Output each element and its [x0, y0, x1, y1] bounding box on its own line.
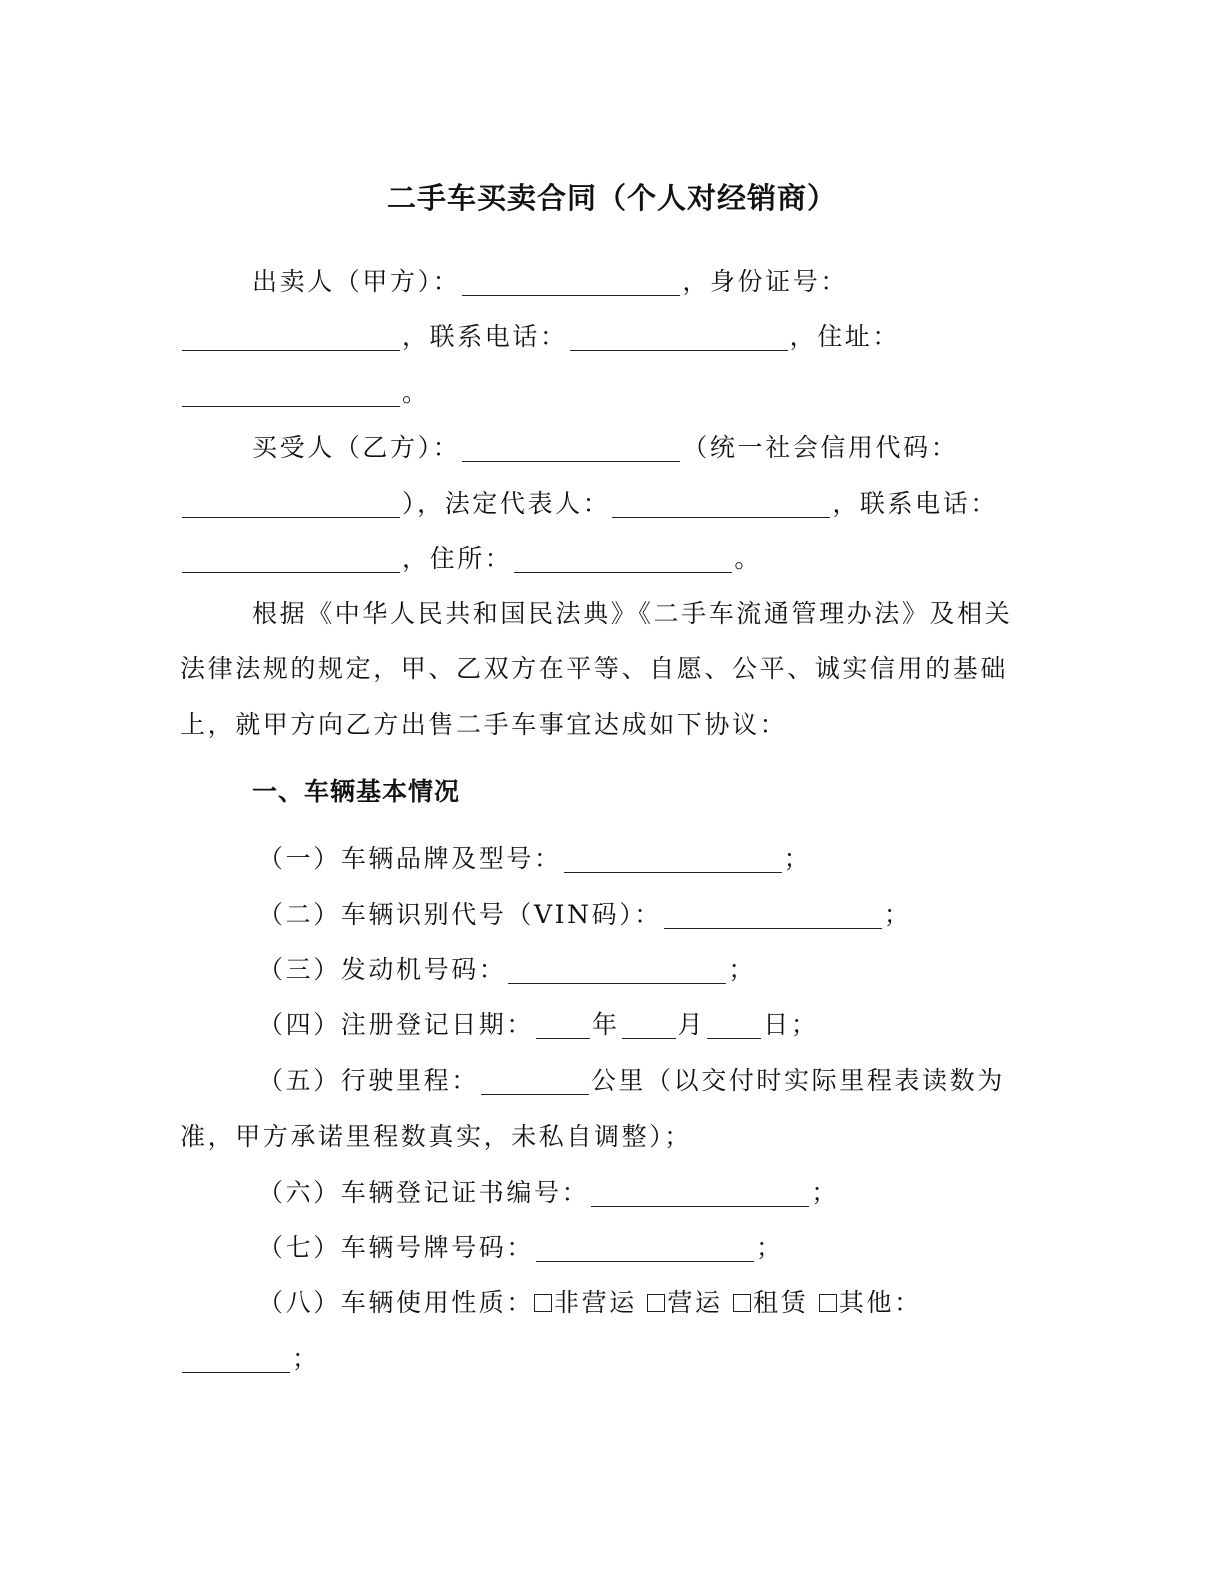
- item-semicolon: ；: [728, 955, 757, 984]
- buyer-phone-label: ，联系电话：: [832, 489, 998, 518]
- option-other: 其他：: [838, 1288, 922, 1317]
- item-mileage-rest: 公里（以交付时实际里程表读数为: [590, 1066, 1005, 1095]
- intro-line-1: 根据《中华人民共和国民法典》《二手车流通管理办法》及相关: [252, 599, 1013, 628]
- item-brand-label: （一）车辆品牌及型号：: [258, 844, 562, 873]
- buyer-line-1: [252, 431, 958, 465]
- seller-line-2: [180, 320, 900, 354]
- item-usage: [258, 1286, 922, 1320]
- item-semicolon: ；: [783, 844, 812, 873]
- section-heading: 一、车辆基本情况: [252, 777, 461, 806]
- document-title: 二手车买卖合同（个人对经销商）: [386, 181, 837, 215]
- buyer-address-blank: [514, 548, 732, 573]
- item-semicolon: ；: [811, 1178, 839, 1207]
- buyer-address-label: ，住所：: [402, 544, 513, 573]
- day-label: 日；: [763, 1010, 819, 1039]
- checkbox-lease[interactable]: [733, 1294, 751, 1312]
- item-usage-line-2: [180, 1342, 320, 1376]
- option-lease: 租赁: [753, 1288, 809, 1317]
- item-mileage: [258, 1064, 1005, 1098]
- brand-blank: [564, 848, 782, 873]
- item-plate: [258, 1231, 784, 1265]
- item-date-label: （四）注册登记日期：: [258, 1010, 535, 1039]
- item-vin: [258, 898, 912, 932]
- seller-address-blank: [182, 382, 400, 407]
- year-label: 年: [592, 1010, 620, 1039]
- intro-line-3: 上，就甲方向乙方出售二手车事宜达成如下协议：: [180, 710, 788, 739]
- item-engine-label: （三）发动机号码：: [258, 955, 507, 984]
- buyer-credit-label: （统一社会信用代码：: [682, 433, 959, 462]
- seller-line-3: [180, 376, 430, 410]
- plate-blank: [536, 1237, 754, 1262]
- buyer-label: 买受人（乙方）：: [252, 433, 461, 462]
- buyer-rep-blank: [612, 493, 830, 518]
- seller-phone-blank: [570, 326, 788, 351]
- buyer-phone-blank: [182, 548, 400, 573]
- month-blank: [622, 1014, 676, 1039]
- engine-blank: [508, 959, 726, 984]
- buyer-period: 。: [734, 544, 763, 573]
- year-blank: [536, 1014, 590, 1039]
- month-label: 月: [677, 1010, 706, 1039]
- item-vin-label: （二）车辆识别代号（VIN码）：: [258, 900, 662, 929]
- item-semicolon: ；: [292, 1344, 320, 1373]
- buyer-name-blank: [462, 437, 680, 462]
- item-semicolon: ；: [756, 1233, 784, 1262]
- seller-address-label: ，住址：: [789, 322, 901, 351]
- day-blank: [707, 1014, 761, 1039]
- seller-label: 出卖人（甲方）：: [252, 267, 461, 296]
- item-certificate-label: （六）车辆登记证书编号：: [258, 1178, 590, 1207]
- item-registration-date: [258, 1008, 818, 1042]
- vin-blank: [664, 904, 882, 929]
- option-commercial: 营运: [667, 1288, 723, 1317]
- item-brand-model: [258, 842, 811, 876]
- checkbox-other[interactable]: [819, 1294, 837, 1312]
- item-mileage-label: （五）行驶里程：: [258, 1066, 479, 1095]
- other-usage-blank: [182, 1348, 290, 1373]
- buyer-credit-blank: [182, 493, 400, 518]
- seller-line-1: [252, 265, 848, 299]
- item-certificate: [258, 1176, 839, 1210]
- seller-id-blank: [182, 326, 400, 351]
- certificate-blank: [591, 1182, 809, 1207]
- intro-line-2: 法律法规的规定，甲、乙双方在平等、自愿、公平、诚实信用的基础: [180, 654, 1009, 683]
- seller-phone-label: ，联系电话：: [402, 322, 568, 351]
- item-usage-label: （八）车辆使用性质：: [258, 1288, 535, 1317]
- seller-name-blank: [462, 271, 680, 296]
- seller-id-label: ，身份证号：: [682, 267, 848, 296]
- item-plate-label: （七）车辆号牌号码：: [258, 1233, 535, 1262]
- mileage-blank: [481, 1070, 589, 1095]
- seller-period: 。: [402, 378, 430, 407]
- buyer-line-2: [180, 487, 998, 521]
- buyer-rep-label: ），法定代表人：: [402, 489, 611, 518]
- option-non-commercial: 非营运: [554, 1288, 637, 1317]
- item-engine: [258, 953, 756, 987]
- checkbox-commercial[interactable]: [647, 1294, 665, 1312]
- checkbox-non-commercial[interactable]: [534, 1294, 552, 1312]
- item-semicolon: ；: [883, 900, 912, 929]
- item-mileage-line-2: 准，甲方承诺里程数真实，未私自调整）；: [180, 1122, 692, 1151]
- buyer-line-3: [180, 542, 762, 576]
